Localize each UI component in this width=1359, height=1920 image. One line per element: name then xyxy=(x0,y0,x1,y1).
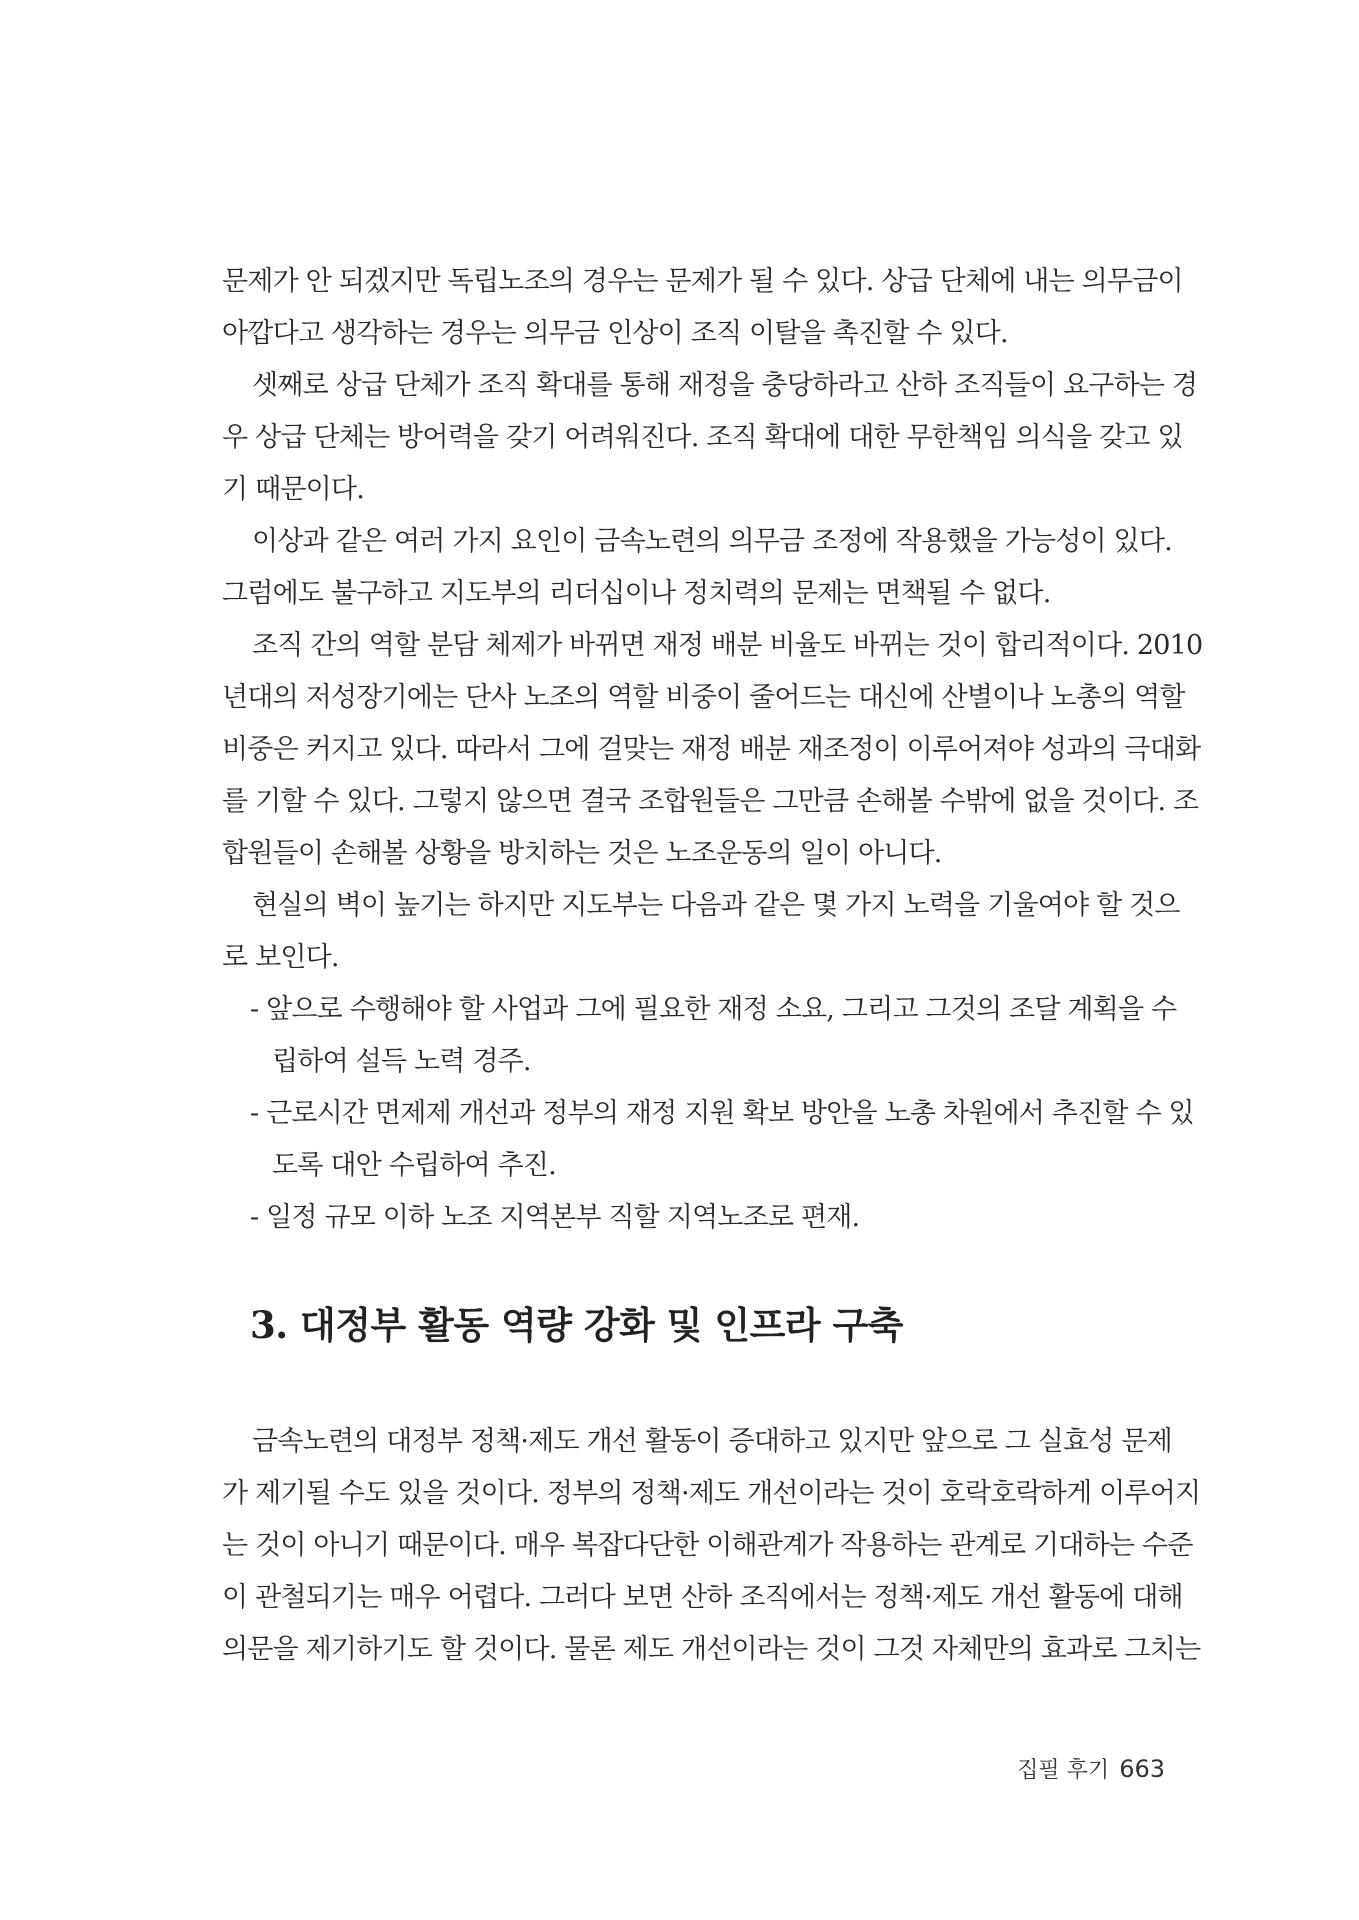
bullet-item: - 앞으로 수행해야 할 사업과 그에 필요한 재정 소요, 그리고 그것의 조달 계획을 수 xyxy=(250,994,1177,1025)
section-body-line: 금속노련의 대정부 정책·제도 개선 활동이 증대하고 있지만 앞으로 그 실효성 문제 xyxy=(252,1426,1172,1457)
bullet-item-continuation: 립하여 설득 노력 경주. xyxy=(272,1046,531,1077)
section-body-line: 는 것이 아니기 때문이다. 매우 복잡다단한 이해관계가 작용하는 관계로 기대하는 수준 xyxy=(222,1530,1193,1561)
body-line: 우 상급 단체는 방어력을 갖기 어려워진다. 조직 확대에 대한 무한책임 의식을 갖고 있 xyxy=(222,422,1183,453)
body-line: 비중은 커지고 있다. 따라서 그에 걸맞는 재정 배분 재조정이 이루어져야 성과의 극대화 xyxy=(222,734,1201,765)
body-line: 문제가 안 되겠지만 독립노조의 경우는 문제가 될 수 있다. 상급 단체에 내는 의무금이 xyxy=(222,266,1183,297)
body-line: 합원들이 손해볼 상황을 방치하는 것은 노조운동의 일이 아니다. xyxy=(222,838,942,869)
body-line: 를 기할 수 있다. 그렇지 않으면 결국 조합원들은 그만큼 손해볼 수밖에 없을 것이다. 조 xyxy=(222,786,1199,817)
body-line: 그럼에도 불구하고 지도부의 리더십이나 정치력의 문제는 면책될 수 없다. xyxy=(222,578,1051,609)
body-line: 기 때문이다. xyxy=(222,474,364,505)
section-heading: 3. 대정부 활동 역량 강화 및 인프라 구축 xyxy=(250,1303,903,1347)
body-line: 년대의 저성장기에는 단사 노조의 역할 비중이 줄어드는 대신에 산별이나 노총의 역할 xyxy=(222,682,1185,713)
bullet-item: - 일정 규모 이하 노조 지역본부 직할 지역노조로 편재. xyxy=(250,1202,860,1233)
section-body-line: 가 제기될 수도 있을 것이다. 정부의 정책·제도 개선이라는 것이 호락호락하게 이루어지 xyxy=(222,1478,1201,1509)
body-line: 조직 간의 역할 분담 체제가 바뀌면 재정 배분 비율도 바뀌는 것이 합리적이다. 2010 xyxy=(252,630,1203,661)
body-line: 이상과 같은 여러 가지 요인이 금속노련의 의무금 조정에 작용했을 가능성이 있다. xyxy=(252,526,1172,557)
body-line: 로 보인다. xyxy=(222,942,339,973)
page-footer xyxy=(1017,1754,1165,1786)
body-line: 셋째로 상급 단체가 조직 확대를 통해 재정을 충당하라고 산하 조직들이 요구하는 경 xyxy=(252,370,1198,401)
running-title: 집필 후기 xyxy=(1017,1758,1110,1783)
section-body-line: 이 관철되기는 매우 어렵다. 그러다 보면 산하 조직에서는 정책·제도 개선 활동에 대해 xyxy=(222,1582,1183,1613)
bullet-item-continuation: 도록 대안 수립하여 추진. xyxy=(272,1150,556,1181)
page-number: 663 xyxy=(1119,1755,1165,1783)
body-line: 아깝다고 생각하는 경우는 의무금 인상이 조직 이탈을 촉진할 수 있다. xyxy=(222,318,1008,349)
section-body-line: 의문을 제기하기도 할 것이다. 물론 제도 개선이라는 것이 그것 자체만의 효과로 그치는 xyxy=(222,1634,1201,1665)
bullet-item: - 근로시간 면제제 개선과 정부의 재정 지원 확보 방안을 노총 차원에서 추진할 수 있 xyxy=(250,1098,1194,1129)
body-line: 현실의 벽이 높기는 하지만 지도부는 다음과 같은 몇 가지 노력을 기울여야 할 것으 xyxy=(252,890,1180,921)
